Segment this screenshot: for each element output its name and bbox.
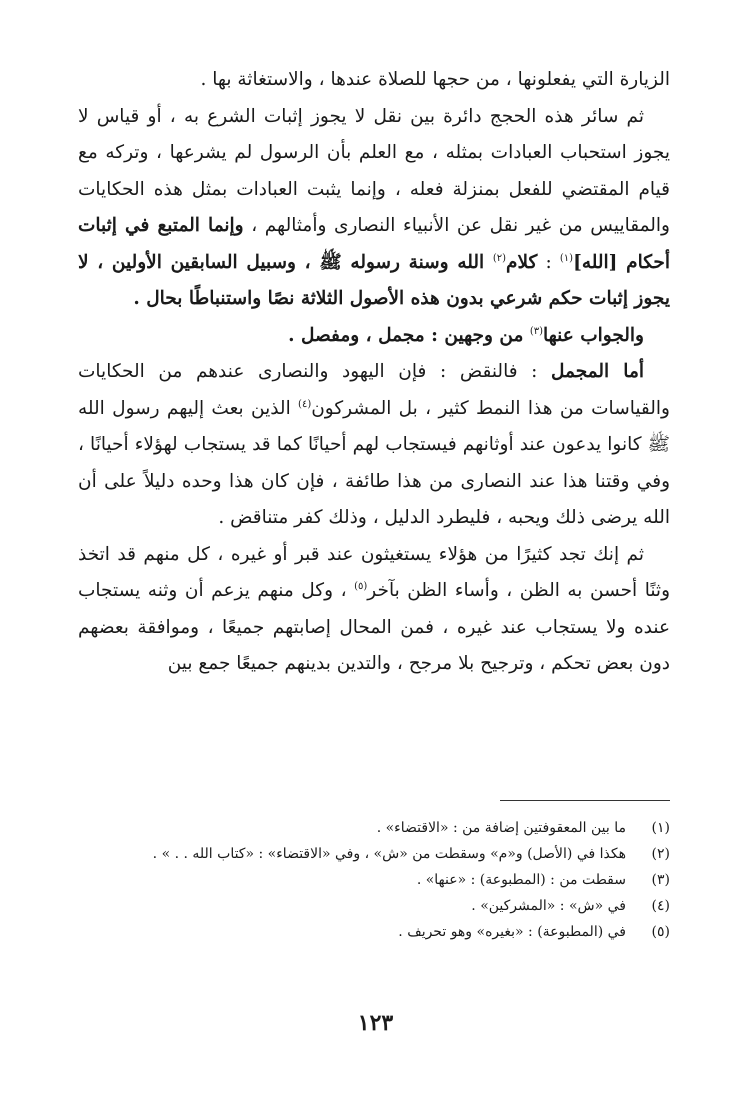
footnote-ref-2: (٢) <box>492 252 507 264</box>
paragraph-4 <box>78 354 670 537</box>
footnote-ref-4: (٤) <box>298 398 312 410</box>
footnote-number: (٥) <box>651 924 670 940</box>
p3-bold-b: من وجهين : مجمل ، ومفصل . <box>288 324 530 346</box>
footnote-ref-3: (٣) <box>529 325 543 337</box>
footnote-text: في (المطبوعة) : «بغيره» وهو تحريف . <box>398 924 626 940</box>
p2-bold-a: وإنما المتبع في إثبات أحكام [الله] <box>78 215 670 273</box>
footnote-4 <box>78 893 670 919</box>
paragraph-1-text: الزيارة التي يفعلونها ، من حجها للصلاة عندها ، والاستغاثة بها . <box>200 69 670 90</box>
paragraph-5 <box>78 537 670 683</box>
footnote-number: (٤) <box>651 898 670 914</box>
p4-text-a: : فالنقض : فإن اليهود والنصارى عندهم من الحكايات والقياسات من هذا النمط كثير ، بل المشركون <box>78 361 670 419</box>
p2-text-b: : <box>537 251 560 273</box>
paragraph-1 <box>78 62 670 99</box>
footnote-text: سقطت من : (المطبوعة) : «عنها» . <box>416 872 626 888</box>
footnote-3 <box>78 867 670 893</box>
footnote-2 <box>78 841 670 867</box>
paragraph-3 <box>78 318 670 355</box>
p4-bold-a: أما المجمل <box>551 361 644 382</box>
footnote-1 <box>78 815 670 841</box>
p5-text-a: ثم إنك تجد كثيرًا من هؤلاء يستغيثون عند قبر أو غيره ، كل منهم قد اتخذ وثنًا أحسن به الظن ، وأساء الظن بآخر <box>78 543 671 601</box>
footnote-number: (١) <box>651 820 670 836</box>
p3-bold-a: والجواب عنها <box>543 324 644 346</box>
footnotes <box>78 800 670 945</box>
footnote-ref-5: (٥) <box>354 580 368 592</box>
p2-bold-b: كلام <box>506 251 538 273</box>
footnote-text: هكذا في (الأصل) و«م» وسقطت من «ش» ، وفي «الاقتضاء» : «كتاب الله . . » . <box>152 846 626 862</box>
footnote-5 <box>78 919 670 945</box>
page-number: ١٢٣ <box>357 1010 394 1036</box>
footnote-divider <box>500 800 670 801</box>
footnote-text: في «ش» : «المشركين» . <box>471 898 626 914</box>
page-body <box>78 62 670 683</box>
footnote-number: (٣) <box>651 872 670 888</box>
paragraph-2 <box>78 99 670 318</box>
footnote-text: ما بين المعقوفتين إضافة من : «الاقتضاء» . <box>376 820 626 836</box>
p2-text-a: ثم سائر هذه الحجج دائرة بين نقل لا يجوز إثبات الشرع به ، أو قياس لا يجوز استحباب العبادات بمثله ، مع العلم بأن الرسول لم يشرعها ، وتركه مع قيام المقتضي للفعل بمنزلة فعله ، وإنما يثبت العبادات بمثل هذه الحكايات والمقاييس من غير نقل عن الأنبياء النصارى وأمثالهم ، <box>78 105 670 236</box>
p2-bold-c: الله وسنة رسوله ﷺ ، وسبيل السابقين الأولين ، لا يجوز إثبات حكم شرعي بدون هذه الأصول الثلاثة نصًا واستنباطًا بحال . <box>78 251 670 309</box>
footnote-ref-1: (١) <box>559 252 574 264</box>
p4-text-b: الذين بعث إليهم رسول الله ﷺ كانوا يدعون عند أوثانهم فيستجاب لهم أحيانًا كما قد يستجاب لهؤلاء أحيانًا ، وفي وقتنا هذا عند النصارى من هذا طائفة ، فإن كان هذا وحده دليلاً على أن الله يرضى ذلك ويحبه ، فليطرد الدليل ، وذلك كفر متناقض . <box>78 397 670 528</box>
p5-text-b: ، وكل منهم يزعم أن وثنه يستجاب عنده ولا يستجاب عند غيره ، فمن المحال إصابتهم جميعًا ، وموافقة بعضهم دون بعض تحكم ، وترجيح بلا مرجح ، والتدين بدينهم جميعًا جمع بين <box>78 580 670 674</box>
footnote-number: (٢) <box>651 846 670 862</box>
